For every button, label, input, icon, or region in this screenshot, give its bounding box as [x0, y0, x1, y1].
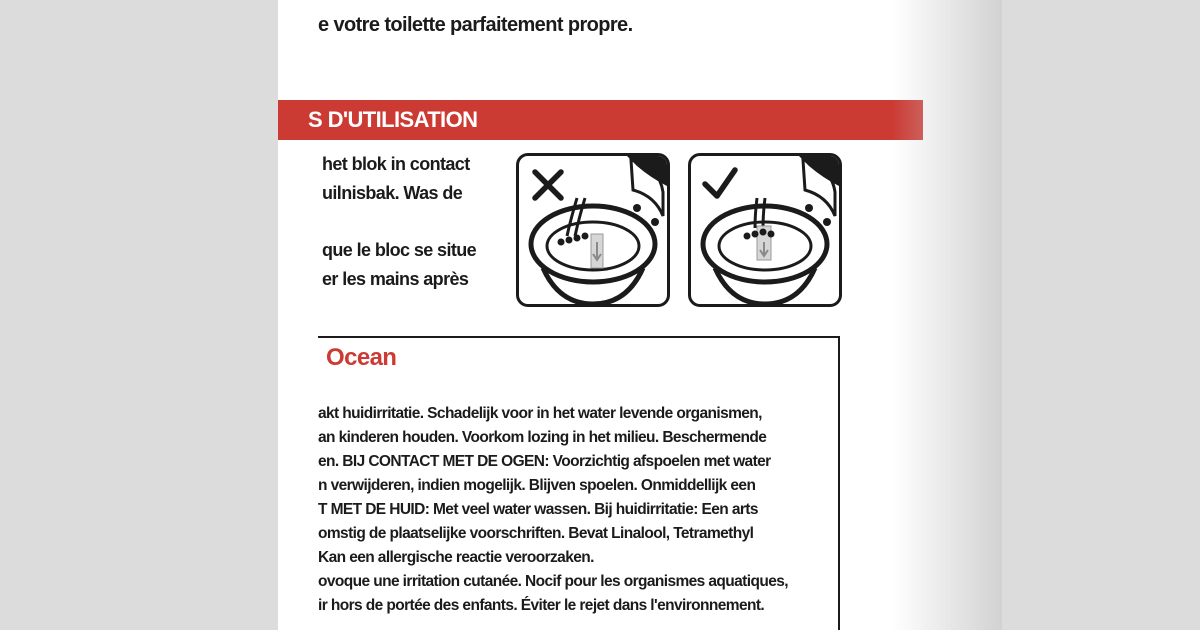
instruction-line-nl-1: het blok in contact	[322, 154, 470, 174]
intro-text: e votre toilette parfaitement propre.	[318, 14, 633, 36]
warning-line-fr-1: ovoque une irritation cutanée. Nocif pour les organismes aquatiques,	[318, 573, 788, 590]
product-name: Ocean	[326, 344, 397, 371]
label-curvature-shadow	[892, 0, 1002, 630]
cross-icon	[535, 172, 561, 198]
warning-line-nl-3: en. BIJ CONTACT MET DE OGEN: Voorzichtig afspoelen met water	[318, 453, 771, 470]
toilet-correct-icon	[691, 156, 839, 304]
warning-line-nl-2: an kinderen houden. Voorkom lozing in het milieu. Beschermende	[318, 429, 767, 446]
usage-section-banner	[278, 100, 923, 140]
instruction-line-nl-2: uilnisbak. Was de	[322, 183, 463, 203]
warning-line-nl-5: T MET DE HUID: Met veel water wassen. Bij huidirritatie: Een arts	[318, 501, 758, 518]
safety-warning-box	[318, 336, 840, 630]
warning-line-nl-7: Kan een allergische reactie veroorzaken.	[318, 549, 594, 566]
warning-line-nl-4: n verwijderen, indien mogelijk. Blijven spoelen. Onmiddellijk een	[318, 477, 756, 494]
checkmark-icon	[705, 170, 735, 196]
warning-line-fr-2: ir hors de portée des enfants. Éviter le rejet dans l'environnement.	[318, 597, 765, 614]
instruction-line-fr-1: que le bloc se situe	[322, 240, 477, 260]
product-label	[278, 0, 1002, 630]
warning-line-nl-6: omstig de plaatselijke voorschriften. Bevat Linalool, Tetramethyl	[318, 525, 754, 542]
toilet-wrong-icon	[519, 156, 667, 304]
usage-instructions	[322, 150, 532, 294]
warning-line-nl-1: akt huidirritatie. Schadelijk voor in het water levende organismen,	[318, 405, 762, 422]
warning-text	[318, 402, 830, 618]
usage-section-title: S D'UTILISATION	[308, 107, 478, 132]
pictogram-correct-placement	[688, 153, 842, 307]
instruction-line-fr-2: er les mains après	[322, 269, 469, 289]
pictogram-wrong-placement	[516, 153, 670, 307]
